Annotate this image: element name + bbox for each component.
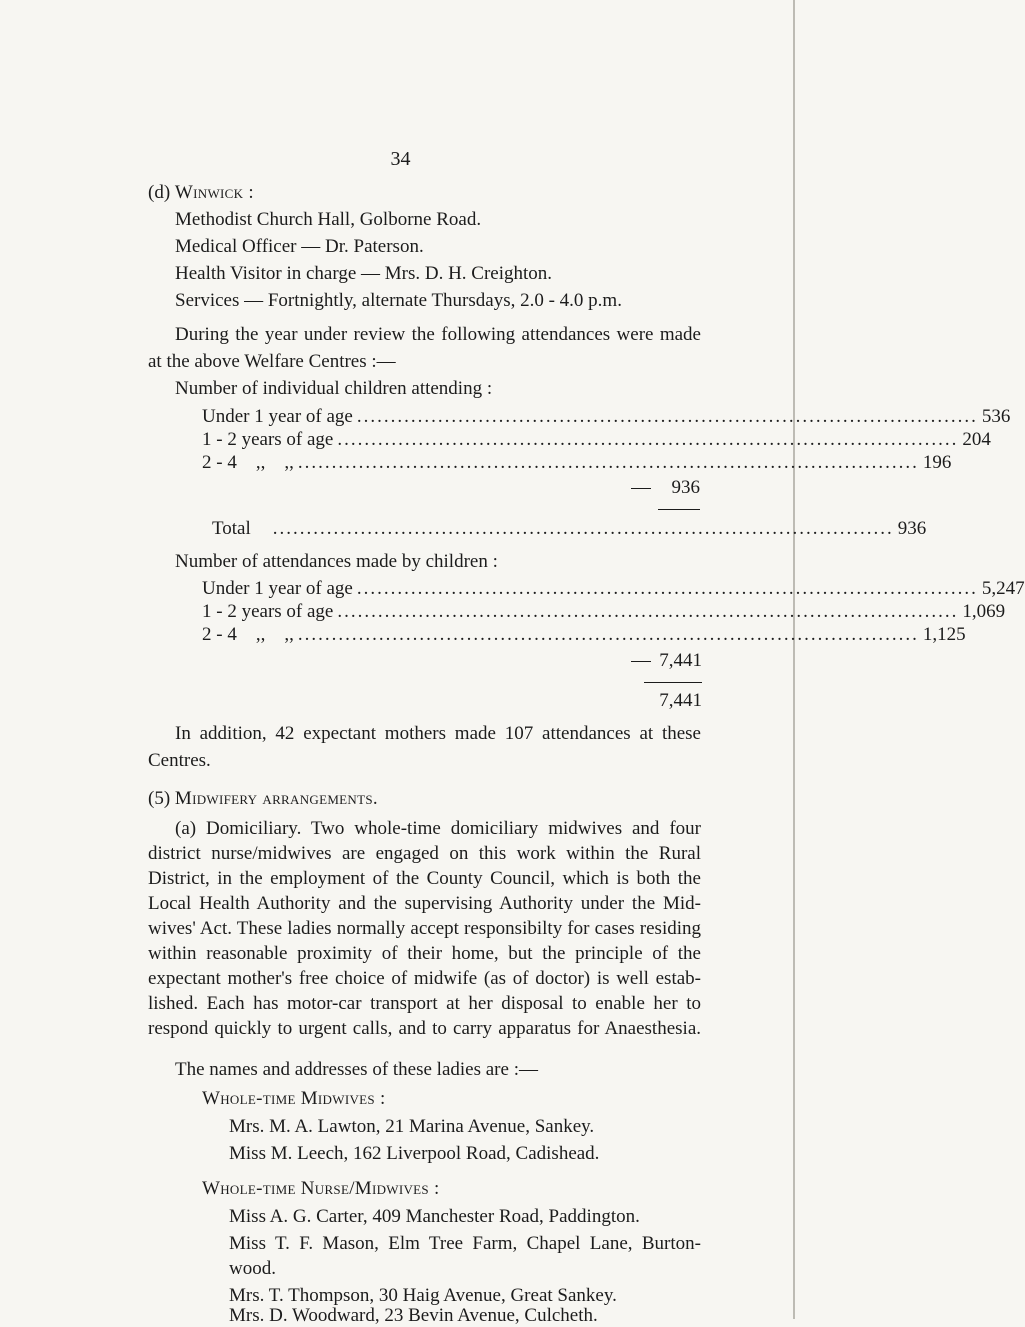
row-value: 196 (922, 452, 952, 473)
midwifery-para-line: District, in the employment of the County Council, which is both the (148, 868, 701, 889)
children-row (202, 406, 1011, 428)
winwick-heading (148, 182, 254, 204)
page-edge-shadow (793, 0, 795, 1319)
row-label: 1 - 2 years of age (202, 429, 334, 450)
midwifery-para-line: respond quickly to urgent calls, and to carry apparatus for Anaesthesia. (148, 1018, 701, 1039)
row-leader-dots: ............................................................................................ (337, 429, 959, 450)
midwife-entry: Miss M. Leech, 162 Liverpool Road, Cadishead. (229, 1143, 600, 1164)
attendances-row (202, 601, 1006, 623)
total-rule (644, 682, 702, 683)
names-intro: The names and addresses of these ladies are :— (175, 1059, 538, 1080)
row-leader-dots: ............................................................................................ (297, 624, 919, 645)
row-value: 1,125 (922, 624, 966, 645)
attendances-row (202, 624, 966, 646)
midwifery-para-line: district nurse/midwives are engaged on this work within the Rural (148, 843, 701, 864)
children-subtotal: 936 (671, 477, 700, 498)
addition-line-2: Centres. (148, 750, 211, 771)
midwifery-heading (148, 788, 378, 810)
midwifery-heading-text: Midwifery arrangements. (174, 788, 378, 809)
midwifery-para-line: wives' Act. These ladies normally accept responsibilty for cases residing (148, 918, 701, 939)
midwifery-para-line: expectant mother's free choice of midwife (as of doctor) is well estab- (148, 968, 701, 989)
row-label: Under 1 year of age (202, 406, 353, 427)
children-row (202, 452, 952, 474)
total-label: Total (212, 518, 251, 539)
midwifery-para-line: (a) Domiciliary. Two whole-time domiciliary midwives and four (175, 818, 701, 839)
row-value: 536 (981, 406, 1011, 427)
attendances-row (202, 578, 1025, 600)
total-rule (658, 509, 700, 510)
nurse-midwife-entry: Mrs. T. Thompson, 30 Haig Avenue, Great Sankey. (229, 1285, 617, 1306)
intro-line-2: at the above Welfare Centres :— (148, 351, 396, 372)
page-number: 34 (390, 148, 411, 170)
winwick-heading-prefix: (d) (148, 182, 171, 203)
children-row (202, 429, 991, 451)
row-label: 2 - 4 ,, ,, (202, 452, 294, 473)
row-label: 2 - 4 ,, ,, (202, 624, 294, 645)
winwick-medical-officer: Medical Officer — Dr. Paterson. (175, 236, 424, 257)
row-leader-dots: ............................................................................................ (356, 406, 978, 427)
row-leader-dots: ............................................................................................ (337, 601, 959, 622)
winwick-services: Services — Fortnightly, alternate Thursdays, 2.0 - 4.0 p.m. (175, 290, 622, 311)
children-total: 936 (897, 518, 927, 539)
row-value: 5,247 (981, 578, 1025, 599)
attendances-heading: Number of attendances made by children : (175, 551, 498, 572)
row-label: 1 - 2 years of age (202, 601, 334, 622)
whole-time-midwives-heading: Whole-time Midwives : (202, 1088, 386, 1109)
addition-line-1: In addition, 42 expectant mothers made 107 attendances at these (175, 723, 701, 744)
midwife-entry: Mrs. M. A. Lawton, 21 Marina Avenue, Sankey. (229, 1116, 595, 1137)
nurse-midwife-entry: Mrs. D. Woodward, 23 Bevin Avenue, Culcheth. (229, 1305, 598, 1326)
row-value: 204 (962, 429, 991, 450)
nurse-midwife-entry-continued: wood. (229, 1258, 276, 1279)
attendances-total: 7,441 (659, 690, 702, 711)
nurse-midwife-entry: Miss T. F. Mason, Elm Tree Farm, Chapel Lane, Burton- (229, 1233, 701, 1254)
winwick-health-visitor: Health Visitor in charge — Mrs. D. H. Creighton. (175, 263, 553, 284)
winwick-venue: Methodist Church Hall, Golborne Road. (175, 209, 482, 230)
whole-time-nurse-midwives-heading: Whole-time Nurse/Midwives : (202, 1178, 440, 1199)
row-value: 1,069 (962, 601, 1006, 622)
row-leader-dots: ............................................................................................ (272, 518, 894, 539)
attendances-subtotal: 7,441 (659, 650, 702, 671)
midwifery-para-line: Local Health Authority and the supervising Authority under the Mid- (148, 893, 701, 914)
children-heading: Number of individual children attending : (175, 378, 493, 399)
children-total-row (212, 518, 927, 540)
row-leader-dots: ............................................................................................ (356, 578, 978, 599)
midwifery-para-line: lished. Each has motor-car transport at her disposal to enable her to (148, 993, 701, 1014)
winwick-heading-text: Winwick : (174, 182, 254, 203)
row-label: Under 1 year of age (202, 578, 353, 599)
midwifery-para-line: within reasonable proximity of their home, but the principle of the (148, 943, 701, 964)
row-leader-dots: ............................................................................................ (297, 452, 919, 473)
intro-line-1: During the year under review the following attendances were made (175, 324, 701, 345)
midwifery-heading-prefix: (5) (148, 788, 171, 809)
nurse-midwife-entry: Miss A. G. Carter, 409 Manchester Road, Paddington. (229, 1206, 640, 1227)
